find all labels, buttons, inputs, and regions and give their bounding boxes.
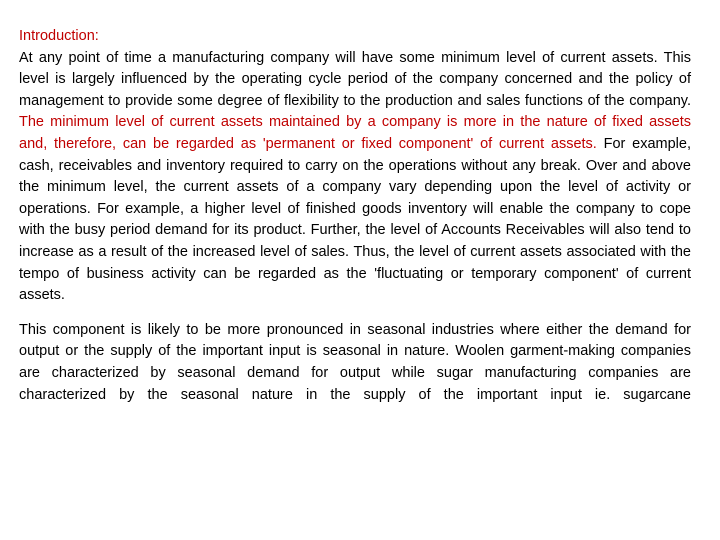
paragraph-text-intro: At any point of time a manufacturing company will have some minimum level of current assets. This level is largely influenced by the operating cycle period of the company concerned and the policy of management to provide some degree of flexibility to the production and sales functions of the company. <box>19 49 691 109</box>
paragraph-seasonal-industries: This component is likely to be more pronounced in seasonal industries where either the demand for output or the supply of the important input is seasonal in nature. Woolen garment-making companies are characterized by seasonal demand for output while sugar manufacturing companies are characterized by the seasonal nature in the supply of the important input ie. sugarcane <box>19 321 691 403</box>
slide-content <box>19 26 691 406</box>
paragraph-permanent-fluctuating <box>19 48 691 307</box>
section-heading: Introduction: <box>19 28 99 44</box>
paragraph-text-continuation: For example, cash, receivables and inventory required to carry on the operations without any break. Over and above the minimum level, the current assets of a company vary depending upon the level of activity or operations. For example, a higher level of finished goods inventory will enable the company to cope with the busy period demand for its product. Further, the level of Accounts Receivables will also tend to increase as a result of the increased level of sales. Thus, the level of current assets associated with the tempo of business activity can be regarded as the 'fluctuating or temporary component' of current assets. <box>19 135 691 304</box>
paragraph-text-highlight: The minimum level of current assets maintained by a company is more in the nature of fixed assets and, therefore, can be regarded as 'permanent or fixed component' of current assets. <box>19 114 691 152</box>
